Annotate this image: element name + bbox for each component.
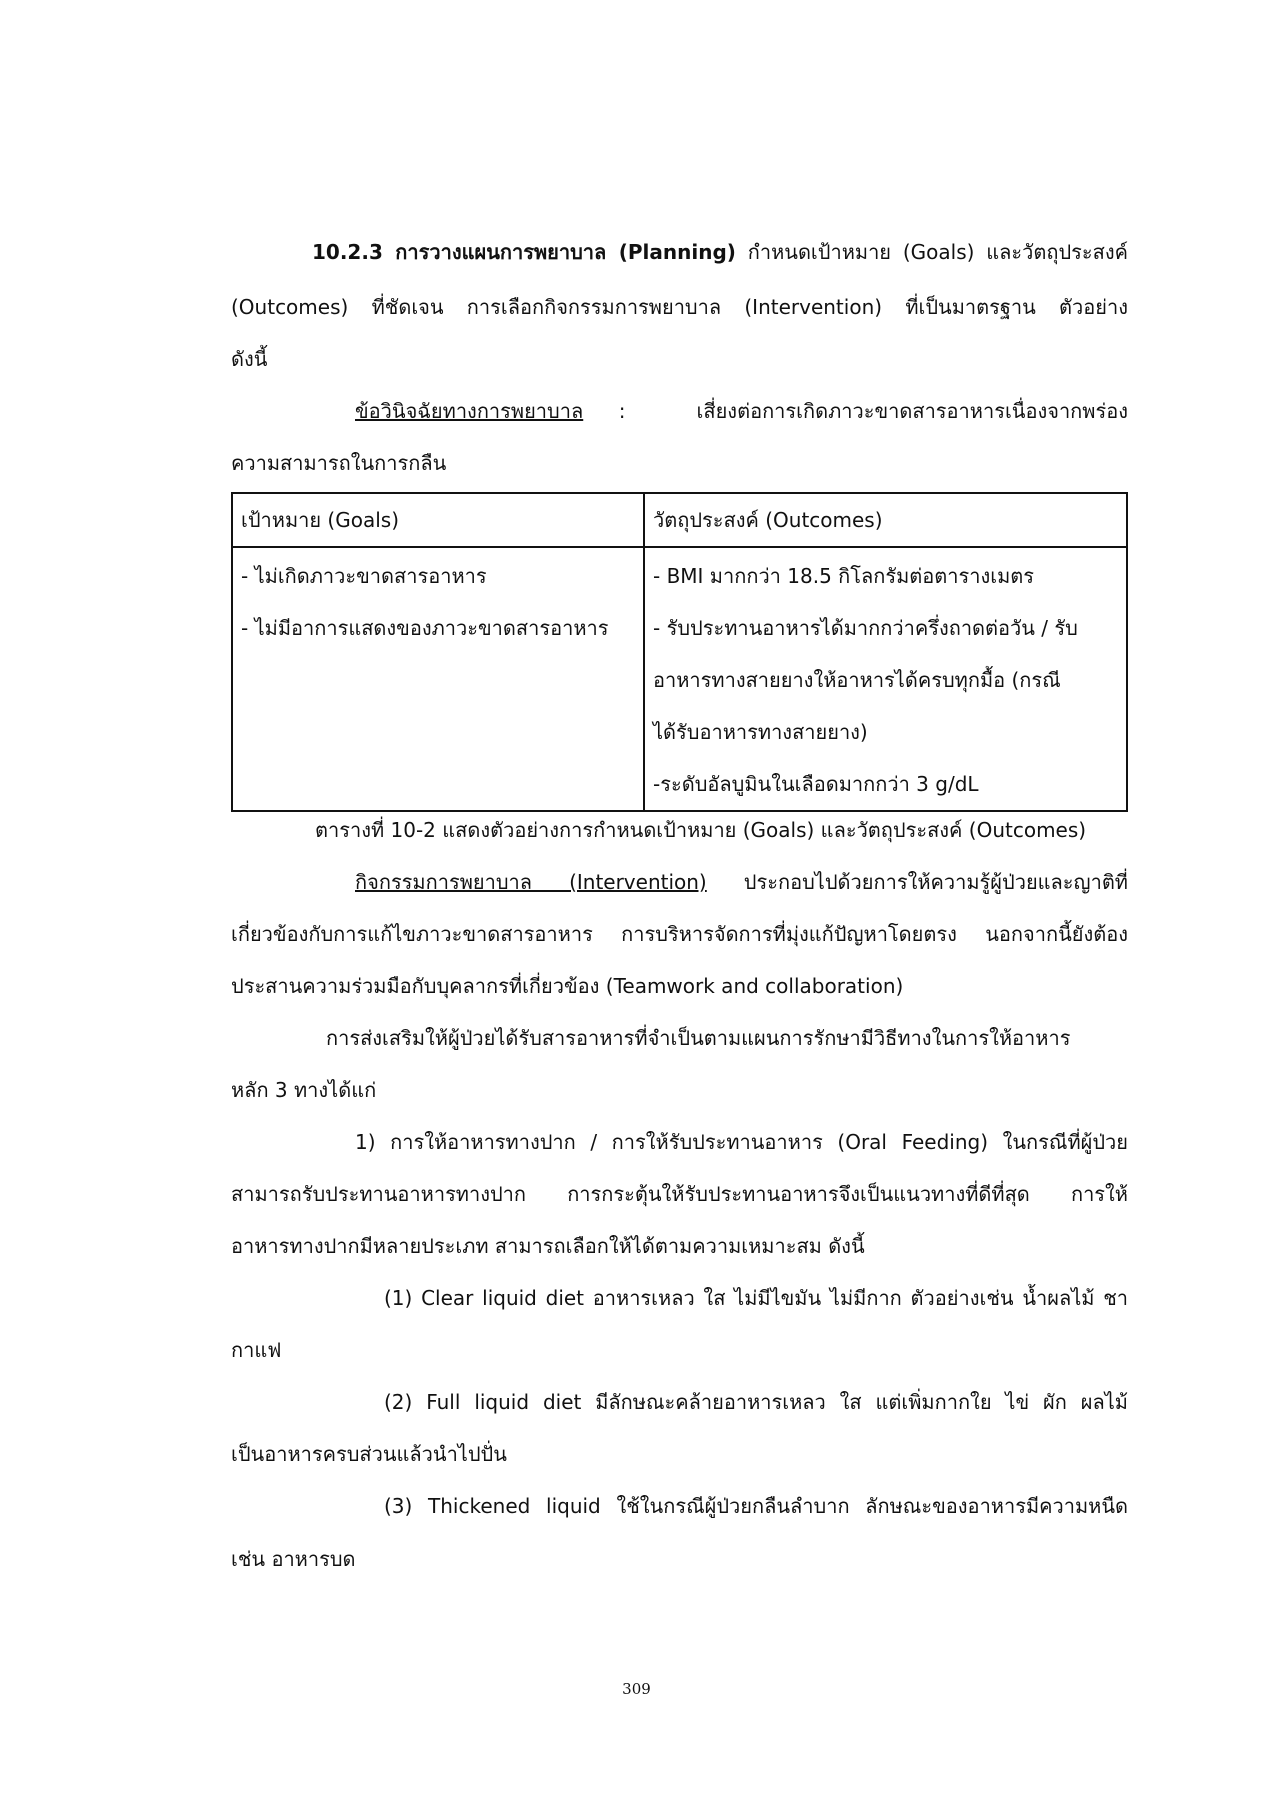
paragraph-line: (Outcomes) ที่ชัดเจน การเลือกกิจกรรมการพยาบาล (Intervention) ที่เป็นมาตรฐาน ตัวอย่าง <box>231 295 1128 319</box>
diagnosis-label: ข้อวินิจฉัยทางการพยาบาล <box>355 399 584 423</box>
diet-item-cont: กาแฟ <box>231 1338 282 1362</box>
section-heading-line <box>312 237 1128 267</box>
header-goals: เป้าหมาย (Goals) <box>232 493 644 547</box>
diet-item: (1) Clear liquid diet อาหารเหลว ใส ไม่มีไขมัน ไม่มีกาก ตัวอย่างเช่น น้ำผลไม้ ชา <box>384 1286 1128 1310</box>
text: เสี่ยงต่อการเกิดภาวะขาดสารอาหารเนื่องจากพร่อง <box>696 399 1128 423</box>
diet-item-cont: เป็นอาหารครบส่วนแล้วนำไปปั่น <box>231 1442 507 1466</box>
goal-item: - ไม่เกิดภาวะขาดสารอาหาร <box>241 564 487 588</box>
paragraph-line: 1) การให้อาหารทางปาก / การให้รับประทานอาหาร (Oral Feeding) ในกรณีที่ผู้ป่วย <box>355 1130 1128 1154</box>
page-number: 309 <box>622 1680 651 1698</box>
paragraph-line: สามารถรับประทานอาหารทางปาก การกระตุ้นให้รับประทานอาหารจึงเป็นแนวทางที่ดีที่สุด การให้ <box>231 1182 1128 1206</box>
paragraph-line: ความสามารถในการกลืน <box>231 451 447 475</box>
diet-item: (2) Full liquid diet มีลักษณะคล้ายอาหารเหลว ใส แต่เพิ่มกากใย ไข่ ผัก ผลไม้ <box>384 1390 1128 1414</box>
text: ประกอบไปด้วยการให้ความรู้ผู้ป่วยและญาติที่ <box>706 870 1128 894</box>
header-outcomes: วัตถุประสงค์ (Outcomes) <box>644 493 1127 547</box>
diet-item-cont: เช่น อาหารบด <box>231 1547 356 1571</box>
paragraph-line: ประสานความร่วมมือกับบุคลากรที่เกี่ยวข้อง (Teamwork and collaboration) <box>231 974 904 998</box>
text: กำหนดเป้าหมาย (Goals) และวัตถุประสงค์ <box>747 240 1129 264</box>
outcome-item: -ระดับอัลบูมินในเลือดมากกว่า 3 g/dL <box>653 772 979 796</box>
outcome-item: - BMI มากกว่า 18.5 กิโลกรัมต่อตารางเมตร <box>653 564 1034 588</box>
section-heading: 10.2.3 การวางแผนการพยาบาล (Planning) <box>312 240 736 264</box>
paragraph-line: อาหารทางปากมีหลายประเภท สามารถเลือกให้ได้ตามความเหมาะสม ดังนี้ <box>231 1234 865 1258</box>
outcome-item: อาหารทางสายยางให้อาหารได้ครบทุกมื้อ (กรณี <box>653 668 1061 692</box>
paragraph-line: หลัก 3 ทางได้แก่ <box>231 1078 377 1102</box>
paragraph-line: เกี่ยวข้องกับการแก้ไขภาวะขาดสารอาหาร การบริหารจัดการที่มุ่งแก้ปัญหาโดยตรง นอกจากนี้ยังต้อง <box>231 922 1128 946</box>
separator: : <box>583 399 697 423</box>
table-caption: ตารางที่ 10-2 แสดงตัวอย่างการกำหนดเป้าหมาย (Goals) และวัตถุประสงค์ (Outcomes) <box>315 818 1087 842</box>
outcome-item: - รับประทานอาหารได้มากกว่าครึ่งถาดต่อวัน / รับ <box>653 616 1078 640</box>
paragraph-line: การส่งเสริมให้ผู้ป่วยได้รับสารอาหารที่จำเป็นตามแผนการรักษามีวิธีทางในการให้อาหาร <box>326 1026 1071 1050</box>
outcome-item: ได้รับอาหารทางสายยาง) <box>653 720 868 744</box>
intervention-label: กิจกรรมการพยาบาล (Intervention) <box>355 870 707 894</box>
diet-item: (3) Thickened liquid ใช้ในกรณีผู้ป่วยกลืนลำบาก ลักษณะของอาหารมีความหนืด <box>384 1494 1128 1518</box>
paragraph-line: ดังนี้ <box>231 347 268 371</box>
goals-outcomes-table <box>231 492 1128 812</box>
diagnosis-line <box>355 396 1128 426</box>
intervention-line <box>355 867 1128 897</box>
goal-item: - ไม่มีอาการแสดงของภาวะขาดสารอาหาร <box>241 616 609 640</box>
